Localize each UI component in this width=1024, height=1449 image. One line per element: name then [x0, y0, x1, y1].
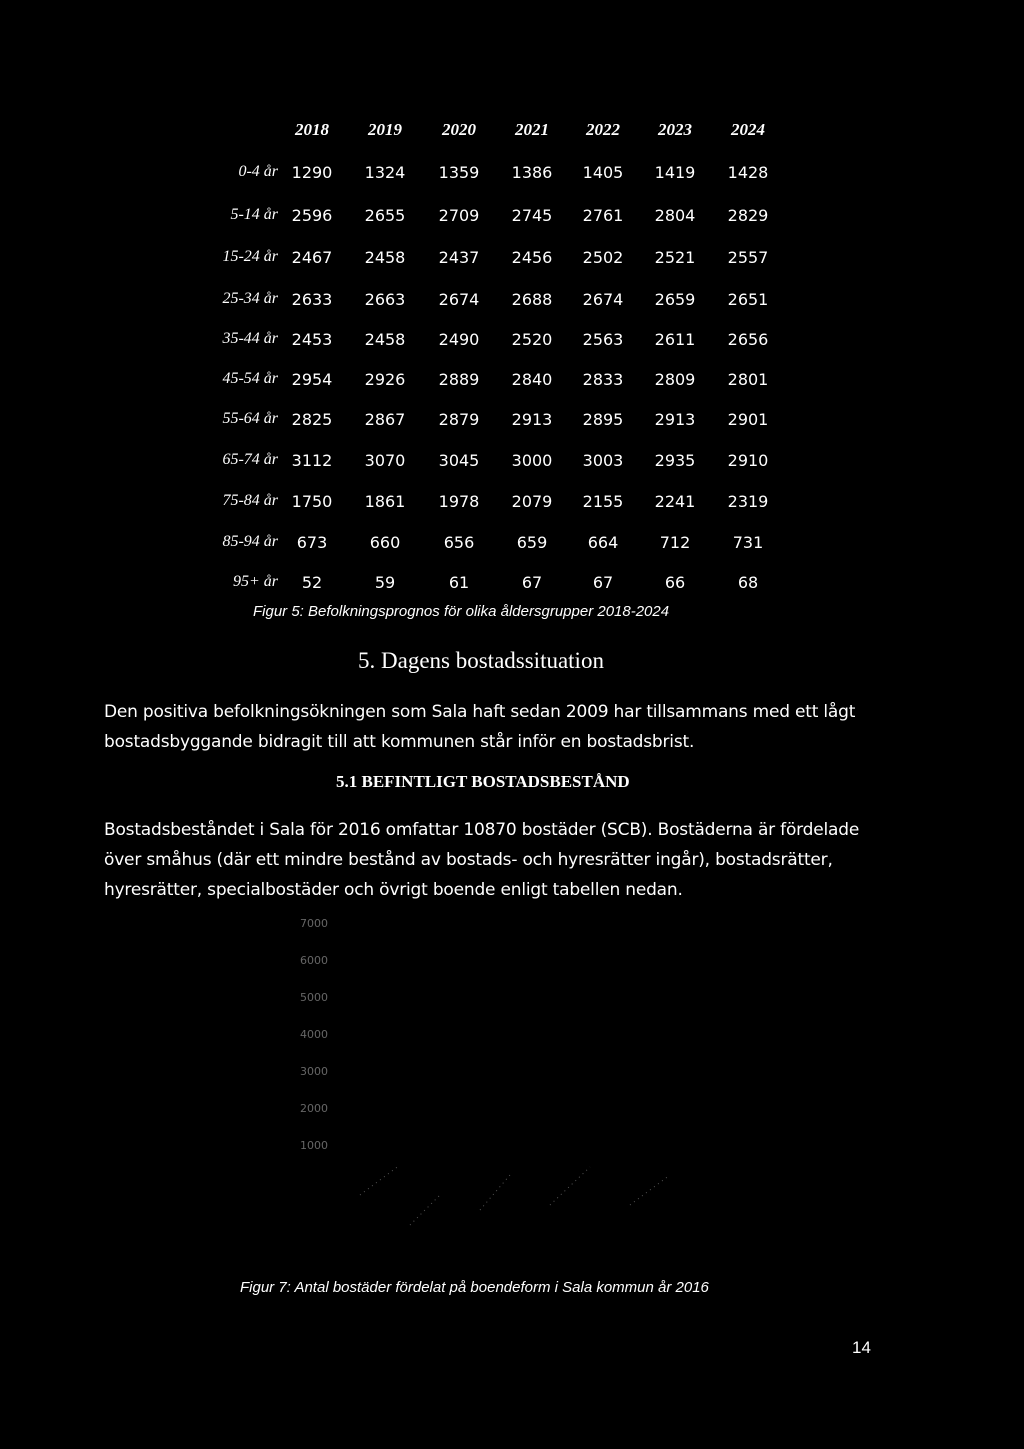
year-header: 2019 [368, 120, 402, 139]
table-cell: 712 [659, 533, 691, 552]
table-cell: 2709 [438, 206, 480, 225]
table-cell: 1290 [291, 163, 333, 182]
age-group-label: 55-64 år [222, 410, 278, 427]
age-group-label: 0-4 år [238, 163, 278, 180]
table-cell: 1978 [438, 492, 480, 511]
table-cell: 2910 [727, 451, 769, 470]
table-cell: 67 [521, 573, 543, 592]
year-header: 2020 [442, 120, 476, 139]
table-cell: 2954 [291, 370, 333, 389]
table-cell: 2889 [438, 370, 480, 389]
y-tick-label: 5000 [300, 991, 328, 1004]
table-cell: 2801 [727, 370, 769, 389]
table-cell: 2926 [364, 370, 406, 389]
year-header: 2024 [731, 120, 765, 139]
table-cell: 2458 [364, 330, 406, 349]
y-tick-label: 4000 [300, 1028, 328, 1041]
table-cell: 61 [448, 573, 470, 592]
table-cell: 2655 [364, 206, 406, 225]
table-cell: 2935 [654, 451, 696, 470]
table-cell: 3003 [582, 451, 624, 470]
table-cell: 59 [374, 573, 396, 592]
table-cell: 2659 [654, 290, 696, 309]
table-cell: 2825 [291, 410, 333, 429]
table-cell: 1324 [364, 163, 406, 182]
table-cell: 2840 [511, 370, 553, 389]
y-tick-label: 3000 [300, 1065, 328, 1078]
figure-5-caption: Figur 5: Befolkningsprognos för olika åldersgrupper 2018-2024 [253, 603, 670, 620]
age-group-label: 15-24 år [222, 248, 278, 265]
category-label-mark [630, 1175, 670, 1205]
year-header: 2018 [295, 120, 329, 139]
table-cell: 2809 [654, 370, 696, 389]
category-label-mark [360, 1165, 400, 1195]
table-cell: 67 [592, 573, 614, 592]
table-cell: 2563 [582, 330, 624, 349]
category-label-mark [410, 1195, 440, 1225]
table-cell: 2879 [438, 410, 480, 429]
table-cell: 2674 [582, 290, 624, 309]
table-cell: 2437 [438, 248, 480, 267]
table-cell: 68 [737, 573, 759, 592]
table-cell: 2913 [511, 410, 553, 429]
table-cell: 2663 [364, 290, 406, 309]
table-cell: 2155 [582, 492, 624, 511]
table-cell: 664 [587, 533, 619, 552]
age-group-label: 35-44 år [222, 330, 278, 347]
table-cell: 2651 [727, 290, 769, 309]
table-cell: 2656 [727, 330, 769, 349]
age-group-label: 85-94 år [222, 533, 278, 550]
table-cell: 1861 [364, 492, 406, 511]
year-header: 2023 [658, 120, 692, 139]
year-header: 2021 [515, 120, 549, 139]
table-cell: 1386 [511, 163, 553, 182]
age-group-label: 65-74 år [222, 451, 278, 468]
section-5-paragraph: Den positiva befolkningsökningen som Sala haft sedan 2009 har tillsammans med ett lågt bostadsbyggande bidragit till att kommunen står inför en bostadsbrist. [104, 702, 856, 752]
age-group-label: 95+ år [232, 573, 278, 590]
table-cell: 1359 [438, 163, 480, 182]
table-cell: 2688 [511, 290, 553, 309]
section-5-heading: 5. Dagens bostadssituation [358, 648, 604, 673]
age-group-label: 5-14 år [230, 206, 278, 223]
table-cell: 660 [369, 533, 401, 552]
housing-chart-svg [260, 905, 720, 1265]
table-cell: 731 [732, 533, 764, 552]
table-cell: 2901 [727, 410, 769, 429]
table-cell: 2745 [511, 206, 553, 225]
table-cell: 2913 [654, 410, 696, 429]
table-cell: 2829 [727, 206, 769, 225]
age-group-label: 25-34 år [222, 290, 278, 307]
table-cell: 3045 [438, 451, 480, 470]
table-cell: 2319 [727, 492, 769, 511]
table-cell: 1419 [654, 163, 696, 182]
table-cell: 3112 [291, 451, 333, 470]
category-label-mark [550, 1167, 590, 1205]
table-cell: 52 [301, 573, 323, 592]
table-cell: 2467 [291, 248, 333, 267]
y-tick-label: 2000 [300, 1102, 328, 1115]
table-cell: 1405 [582, 163, 624, 182]
table-cell: 2520 [511, 330, 553, 349]
table-cell: 2557 [727, 248, 769, 267]
table-cell: 673 [296, 533, 328, 552]
y-tick-label: 1000 [300, 1139, 328, 1152]
table-cell: 2633 [291, 290, 333, 309]
table-cell: 2895 [582, 410, 624, 429]
y-tick-label: 7000 [300, 917, 328, 930]
table-cell: 2453 [291, 330, 333, 349]
table-cell: 2079 [511, 492, 553, 511]
table-cell: 2867 [364, 410, 406, 429]
y-tick-label: 6000 [300, 954, 328, 967]
table-cell: 2241 [654, 492, 696, 511]
table-cell: 2674 [438, 290, 480, 309]
table-cell: 2502 [582, 248, 624, 267]
section-5-1-paragraph: Bostadsbeståndet i Sala för 2016 omfattar 10870 bostäder (SCB). Bostäderna är fördelade över småhus (där ett mindre bestånd av bostads- och hyresrätter ingår), bostadsrätter, hyresrätter, specialbostäder och övrigt boende enligt tabellen nedan. [104, 820, 860, 900]
table-cell: 659 [516, 533, 548, 552]
table-cell: 2456 [511, 248, 553, 267]
table-cell: 2804 [654, 206, 696, 225]
figure-7-caption: Figur 7: Antal bostäder fördelat på boendeform i Sala kommun år 2016 [240, 1279, 709, 1296]
table-cell: 2761 [582, 206, 624, 225]
page-number: 14 [852, 1338, 871, 1357]
table-cell: 1428 [727, 163, 769, 182]
section-5-1-heading: 5.1 BEFINTLIGT BOSTADSBESTÅND [336, 772, 630, 791]
table-cell: 2490 [438, 330, 480, 349]
age-group-label: 75-84 år [222, 492, 278, 509]
table-cell: 66 [664, 573, 686, 592]
table-cell: 2596 [291, 206, 333, 225]
table-cell: 2458 [364, 248, 406, 267]
category-label-mark [480, 1175, 510, 1210]
table-cell: 2611 [654, 330, 696, 349]
table-cell: 3070 [364, 451, 406, 470]
table-cell: 2521 [654, 248, 696, 267]
table-cell: 656 [443, 533, 475, 552]
table-cell: 3000 [511, 451, 553, 470]
year-header: 2022 [586, 120, 620, 139]
table-cell: 1750 [291, 492, 333, 511]
housing-chart [260, 905, 720, 1265]
age-group-label: 45-54 år [222, 370, 278, 387]
table-cell: 2833 [582, 370, 624, 389]
